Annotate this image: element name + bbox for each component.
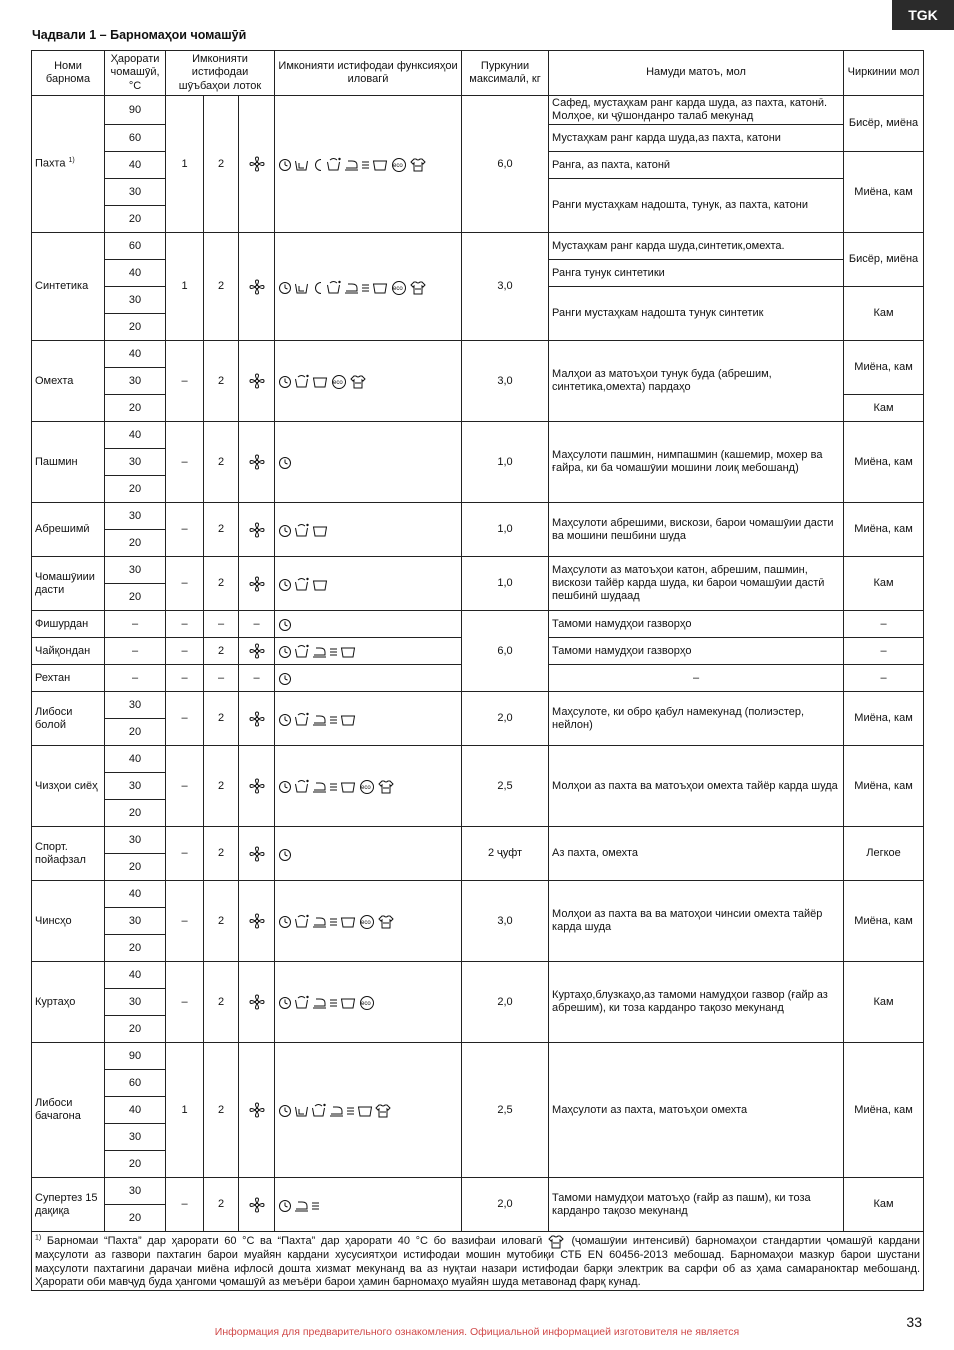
dirt-cell: Миёна, кам [844, 152, 924, 233]
spin-level-icon [329, 711, 338, 727]
function-icons [275, 341, 462, 422]
tray-1: – [166, 341, 204, 422]
spin-level-icon [361, 156, 370, 172]
tray-2: 2 [204, 422, 239, 503]
table-row [32, 341, 924, 368]
fabric-cell: Маҳсулоти аз пахта, матоъҳои омехта [549, 1043, 844, 1178]
temp-cell: 30 [105, 1178, 166, 1205]
wash-tub-icon [372, 279, 388, 295]
wash-tub-icon [357, 1102, 373, 1118]
max-load: 2,0 [462, 1178, 549, 1232]
delay-clock-icon [278, 279, 292, 295]
max-load: 1,0 [462, 503, 549, 557]
function-icons [275, 692, 462, 746]
dirt-cell: Миёна, кам [844, 341, 924, 395]
table-row [32, 1178, 924, 1205]
delay-clock-icon [278, 373, 292, 389]
temp-cell: 40 [105, 341, 166, 368]
tray-1: – [166, 638, 204, 665]
easy-iron-icon [312, 913, 327, 929]
dirt-cell: Миёна, кам [844, 746, 924, 827]
fabric-cell: Мустаҳкам ранг карда шуда,аз пахта, катони [549, 125, 844, 152]
spin-level-icon [361, 279, 370, 295]
dirt-cell: – [844, 638, 924, 665]
delay-clock-icon [278, 643, 292, 659]
delay-clock-icon [278, 454, 292, 470]
fan-icon [239, 1178, 275, 1232]
wash-tub-icon [372, 156, 388, 172]
header-tray: Имконияти истифодаи шӯъбаҳои лоток [166, 51, 275, 96]
tray-2: 2 [204, 881, 239, 962]
function-icons [275, 1043, 462, 1178]
fabric-cell: Мустаҳкам ранг карда шуда,синтетик,омехта. [549, 233, 844, 260]
eco-icon [390, 156, 408, 172]
program-name: Спорт. пойафзал [32, 827, 105, 881]
temp-cell: – [105, 665, 166, 692]
temp-cell: 30 [105, 287, 166, 314]
intensive-wash-icon [410, 156, 426, 172]
tray-1: – [166, 881, 204, 962]
fabric-cell: Молҳои аз пахта ва ва матоҳои чинсии омехта тайёр карда шуда [549, 881, 844, 962]
eco-icon [358, 913, 376, 929]
dirt-cell: Бисёр, миёна [844, 96, 924, 152]
wash-tub-icon [340, 711, 356, 727]
fan-icon [239, 557, 275, 611]
temp-cell: 60 [105, 125, 166, 152]
delay-clock-icon [278, 522, 292, 538]
function-icons [275, 638, 462, 665]
table-row [32, 692, 924, 719]
tray-2: 2 [204, 503, 239, 557]
delay-clock-icon [278, 1102, 292, 1118]
tray-2: 2 [204, 692, 239, 746]
table-row [32, 827, 924, 854]
dirt-cell: Миёна, кам [844, 1043, 924, 1178]
program-name: Чизҳои сиёҳ [32, 746, 105, 827]
fan-icon [239, 233, 275, 341]
temp-cell: 20 [105, 854, 166, 881]
dirt-cell: Миёна, кам [844, 422, 924, 503]
programs-table [31, 50, 924, 1291]
wash-tub-icon [312, 373, 328, 389]
program-name: Пахта $^{1)}$ [32, 96, 105, 233]
function-icons [275, 557, 462, 611]
fabric-cell: Тамоми намудҳои матоъҳо (ғайр аз пашм), ки тоза карданро тақозо мекунанд [549, 1178, 844, 1232]
max-load: 3,0 [462, 881, 549, 962]
table-row [32, 557, 924, 584]
fan-cell: – [239, 665, 275, 692]
program-name: Чомашӯиии дасти [32, 557, 105, 611]
dirt-cell: Кам [844, 1178, 924, 1232]
wash-tub-icon [340, 994, 356, 1010]
dirt-cell: Легкое [844, 827, 924, 881]
function-icons [275, 827, 462, 881]
max-load: 1,0 [462, 422, 549, 503]
table-row [32, 611, 924, 638]
eco-icon [390, 279, 408, 295]
temp-cell: 20 [105, 530, 166, 557]
tray-1: – [166, 611, 204, 638]
table-row [32, 422, 924, 449]
fan-icon [239, 638, 275, 665]
fan-icon [239, 422, 275, 503]
fan-icon [239, 692, 275, 746]
max-load: 2,0 [462, 692, 549, 746]
max-load: 6,0 [462, 96, 549, 233]
max-load: 2 ҷуфт [462, 827, 549, 881]
temp-cell: 30 [105, 1124, 166, 1151]
spin-level-icon [329, 913, 338, 929]
tray-2: 2 [204, 96, 239, 233]
program-name: Абрешимӣ [32, 503, 105, 557]
header-temp: Ҳарорати чомашӯӣ, °C [105, 51, 166, 96]
eco-icon [330, 373, 348, 389]
tray-1: – [166, 503, 204, 557]
tray-1: – [166, 665, 204, 692]
program-name: Омехта [32, 341, 105, 422]
temp-cell: 40 [105, 422, 166, 449]
function-icons [275, 881, 462, 962]
intensive-wash-icon [378, 778, 394, 794]
easy-iron-icon [312, 994, 327, 1010]
fan-icon [239, 96, 275, 233]
dirt-cell: Кам [844, 962, 924, 1043]
temp-cell: 90 [105, 96, 166, 125]
fabric-cell: – [549, 665, 844, 692]
tray-1: 1 [166, 233, 204, 341]
extra-rinse-icon [294, 373, 310, 389]
dirt-cell: Кам [844, 287, 924, 341]
program-name: Либоси болой [32, 692, 105, 746]
header-fabric: Намуди матоъ, мол [549, 51, 844, 96]
function-icons [275, 503, 462, 557]
program-name: Пашмин [32, 422, 105, 503]
temp-cell: 30 [105, 179, 166, 206]
header-name: Номи барнома [32, 51, 105, 96]
temp-cell: 40 [105, 1097, 166, 1124]
wash-tub-icon [340, 913, 356, 929]
extra-rinse-icon [294, 778, 310, 794]
fabric-cell: Маҳсулоти абрешими, вискози, барои чомашӯии дасти ва мошини пешбини шуда [549, 503, 844, 557]
temp-cell: 30 [105, 368, 166, 395]
temp-cell: 60 [105, 1070, 166, 1097]
fabric-cell: Маҳсулоти аз матоъҳои катон, абрешим, пашмин, вискози тайёр карда шуда, ки барои чомашӯии дастӣ пешбинӣ шудаад [549, 557, 844, 611]
temp-cell: 20 [105, 206, 166, 233]
program-name: Рехтан [32, 665, 105, 692]
spin-level-icon [346, 1102, 355, 1118]
easy-iron-icon [312, 711, 327, 727]
intensive-wash-icon [548, 1233, 564, 1249]
function-icons [275, 962, 462, 1043]
tray-1: – [166, 692, 204, 746]
spin-level-icon [311, 1197, 320, 1213]
tray-2: 2 [204, 962, 239, 1043]
fabric-cell: Тамоми намудҳои газворҳо [549, 638, 844, 665]
table-title: Чадвали 1 – Барномаҳои чомашӯӣ [32, 28, 247, 42]
delay-clock-icon [278, 711, 292, 727]
eco-icon [358, 778, 376, 794]
temp-cell: 30 [105, 989, 166, 1016]
temp-cell: 40 [105, 152, 166, 179]
temp-cell: 30 [105, 773, 166, 800]
page-number: 33 [906, 1314, 922, 1330]
temp-cell: 30 [105, 692, 166, 719]
delay-clock-icon [278, 670, 292, 686]
temp-cell: 20 [105, 800, 166, 827]
temp-cell: 30 [105, 908, 166, 935]
intensive-wash-icon [410, 279, 426, 295]
tray-2: – [204, 611, 239, 638]
fan-icon [239, 827, 275, 881]
easy-iron-icon [294, 1197, 309, 1213]
tray-1: – [166, 746, 204, 827]
temp-cell: 20 [105, 314, 166, 341]
delay-clock-icon [278, 616, 292, 632]
table-row [32, 96, 924, 125]
intensive-wash-icon [375, 1102, 391, 1118]
extra-rinse-icon [326, 156, 342, 172]
tray-1: – [166, 557, 204, 611]
tray-1: 1 [166, 96, 204, 233]
dirt-cell: – [844, 665, 924, 692]
delay-clock-icon [278, 994, 292, 1010]
eco-icon [358, 994, 376, 1010]
tray-2: – [204, 665, 239, 692]
header-functions: Имконияти истифодаи функсияҳои иловагӣ [275, 51, 462, 96]
dirt-cell: Кам [844, 557, 924, 611]
temp-cell: 20 [105, 476, 166, 503]
extra-rinse-icon [294, 522, 310, 538]
table-row [32, 746, 924, 773]
delay-clock-icon [278, 846, 292, 862]
delay-clock-icon [278, 1197, 292, 1213]
max-load: 2,0 [462, 962, 549, 1043]
program-name: Фишурдан [32, 611, 105, 638]
night-mode-icon [311, 279, 324, 295]
header-dirt: Чиркинии мол [844, 51, 924, 96]
wash-tub-icon [340, 778, 356, 794]
extra-rinse-icon [294, 576, 310, 592]
easy-iron-icon [344, 156, 359, 172]
temp-cell: 40 [105, 746, 166, 773]
spin-level-icon [329, 994, 338, 1010]
temp-cell: – [105, 638, 166, 665]
fan-icon [239, 746, 275, 827]
max-load: 3,0 [462, 233, 549, 341]
temp-cell: 20 [105, 395, 166, 422]
tray-2: 2 [204, 557, 239, 611]
table-row [32, 503, 924, 530]
temp-cell: 60 [105, 233, 166, 260]
temp-cell: 40 [105, 260, 166, 287]
prewash-icon [294, 1102, 309, 1118]
tray-1: 1 [166, 1043, 204, 1178]
tray-1: – [166, 422, 204, 503]
tray-1: – [166, 962, 204, 1043]
language-badge: TGK [892, 0, 954, 30]
footnote: $^{1)}$ Барномаи “Пахта” дар ҳарорати 60 °С ва “Пахта” дар ҳарорати 40 °С бо вазифаи иловагӣ (ҷомашӯии интенсивӣ) барномаҳои стандартии ҷомашӯӣ кардани маҳсулоти аз газвори пахтагин барои муайян кардани хусусиятҳои истифодаи мошин мутобиқи СТБ EN 60456-2013 мебошад. Барномаҳои мазкур барои шустани маҳсулоти пахтагини дарачаи миёна ифлосӣ дошта хизмат мекунанд ва аз нуқтаи назари истифодаи барқи электрик ва сарфи об аз ҳама самараноктар мебошанд. Ҳарорати оби мавҷуд буда ҳангоми ҷомашӯӣ аз меъёри барои ҳамин барномаҳо муайян шуда метавонад фарқ кунад. [32, 1232, 924, 1291]
easy-iron-icon [312, 778, 327, 794]
spin-level-icon [329, 778, 338, 794]
delay-clock-icon [278, 156, 292, 172]
dirt-cell: Миёна, кам [844, 503, 924, 557]
function-icons [275, 1178, 462, 1232]
temp-cell: 30 [105, 557, 166, 584]
function-icons [275, 611, 462, 638]
extra-rinse-icon [311, 1102, 327, 1118]
temp-cell: – [105, 611, 166, 638]
intensive-wash-icon [378, 913, 394, 929]
footnote-row [32, 1232, 924, 1291]
function-icons [275, 233, 462, 341]
prewash-icon [294, 279, 309, 295]
temp-cell: 30 [105, 503, 166, 530]
delay-clock-icon [278, 778, 292, 794]
fabric-cell: Молҳои аз пахта ва матоъҳои омехта тайёр карда шуда [549, 746, 844, 827]
tray-2: 2 [204, 1043, 239, 1178]
fan-icon [239, 881, 275, 962]
tray-2: 2 [204, 827, 239, 881]
extra-rinse-icon [294, 913, 310, 929]
night-mode-icon [311, 156, 324, 172]
easy-iron-icon [329, 1102, 344, 1118]
extra-rinse-icon [294, 711, 310, 727]
max-load: 2,5 [462, 746, 549, 827]
tray-2: 2 [204, 638, 239, 665]
fabric-cell: Ранги мустаҳкам надошта тунук синтетик [549, 287, 844, 341]
fan-icon [239, 962, 275, 1043]
fabric-cell: Тамоми намудҳои газворҳо [549, 611, 844, 638]
fabric-cell: Ранги мустаҳкам надошта, тунук, аз пахта, катони [549, 179, 844, 233]
tray-1: – [166, 1178, 204, 1232]
delay-clock-icon [278, 913, 292, 929]
function-icons [275, 422, 462, 503]
fan-cell: – [239, 611, 275, 638]
fabric-cell: Маҳсулоте, ки обро қабул намекунад (полиэстер, нейлон) [549, 692, 844, 746]
table-row [32, 1043, 924, 1070]
header-spin: Пуркунии максималӣ, кг [462, 51, 549, 96]
table-row [32, 233, 924, 260]
dirt-cell: Миёна, кам [844, 692, 924, 746]
spin-level-icon [329, 643, 338, 659]
fan-icon [239, 503, 275, 557]
header-row [32, 51, 924, 96]
temp-cell: 40 [105, 881, 166, 908]
program-name: Чинсҳо [32, 881, 105, 962]
temp-cell: 40 [105, 962, 166, 989]
function-icons [275, 746, 462, 827]
max-load: 3,0 [462, 341, 549, 422]
max-load: 2,5 [462, 1043, 549, 1178]
easy-iron-icon [344, 279, 359, 295]
temp-cell: 20 [105, 584, 166, 611]
fabric-cell: Сафед, мустаҳкам ранг карда шуда, аз пахта, катонӣ. Молҳое, ки ҷӯшонданро талаб мекунад [549, 96, 844, 125]
wash-tub-icon [312, 576, 328, 592]
temp-cell: 20 [105, 1205, 166, 1232]
prewash-icon [294, 156, 309, 172]
fan-icon [239, 341, 275, 422]
extra-rinse-icon [294, 643, 310, 659]
temp-cell: 90 [105, 1043, 166, 1070]
program-name: Супертез 15 дақиқа [32, 1178, 105, 1232]
extra-rinse-icon [326, 279, 342, 295]
extra-rinse-icon [294, 994, 310, 1010]
dirt-cell: Кам [844, 395, 924, 422]
fabric-cell: Ранга, аз пахта, катонӣ [549, 152, 844, 179]
wash-tub-icon [340, 643, 356, 659]
table-row [32, 962, 924, 989]
program-name: Либоси бачагона [32, 1043, 105, 1178]
table-row [32, 881, 924, 908]
dirt-cell: Бисёр, миёна [844, 233, 924, 287]
delay-clock-icon [278, 576, 292, 592]
tray-2: 2 [204, 1178, 239, 1232]
fabric-cell: Маҳсулоти пашмин, нимпашмин (кашемир, мохер ва ғайра, ки ба чомашӯии мошини лоиқ мебошанд) [549, 422, 844, 503]
wash-tub-icon [312, 522, 328, 538]
tray-2: 2 [204, 233, 239, 341]
program-name: Синтетика [32, 233, 105, 341]
fan-icon [239, 1043, 275, 1178]
temp-cell: 30 [105, 827, 166, 854]
intensive-wash-icon [350, 373, 366, 389]
tray-2: 2 [204, 341, 239, 422]
program-name: Чайқондан [32, 638, 105, 665]
max-load: 6,0 [462, 611, 549, 692]
temp-cell: 20 [105, 1151, 166, 1178]
temp-cell: 30 [105, 449, 166, 476]
fabric-cell: Аз пахта, омехта [549, 827, 844, 881]
function-icons [275, 96, 462, 233]
dirt-cell: – [844, 611, 924, 638]
fabric-cell: Малҳои аз матоъҳои тунук буда (абрешим, синтетика,омехта) пардаҳо [549, 341, 844, 422]
easy-iron-icon [312, 643, 327, 659]
fabric-cell: Ранга тунук синтетики [549, 260, 844, 287]
temp-cell: 20 [105, 935, 166, 962]
tray-1: – [166, 827, 204, 881]
tray-2: 2 [204, 746, 239, 827]
function-icons [275, 665, 462, 692]
temp-cell: 20 [105, 719, 166, 746]
program-name: Куртаҳо [32, 962, 105, 1043]
temp-cell: 20 [105, 1016, 166, 1043]
dirt-cell: Миёна, кам [844, 881, 924, 962]
max-load: 1,0 [462, 557, 549, 611]
disclaimer: Информация для предварительного ознакомления. Официальной информацией изготовителя не является [214, 1326, 740, 1338]
fabric-cell: Куртаҳо,блузкаҳо,аз тамоми намудҳои газвор (ғайр аз абрешим), ки тоза карданро тақозо мекунанд [549, 962, 844, 1043]
